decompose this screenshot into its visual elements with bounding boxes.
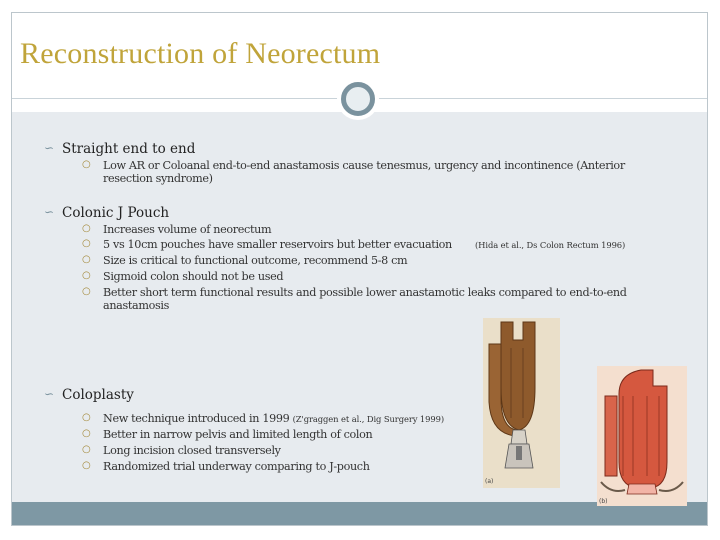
section-heading-label: Colonic J Pouch [62, 205, 170, 221]
citation: (Z'graggen et al., Dig Surgery 1999) [292, 414, 444, 424]
figure-caption: (a) [485, 478, 494, 485]
hollow-circle-icon: ○ [82, 159, 91, 170]
list-item: ○ Long incision closed transversely [82, 444, 281, 457]
section-heading-straight [44, 141, 196, 157]
hollow-circle-icon: ○ [82, 444, 91, 455]
hollow-circle-icon: ○ [82, 223, 91, 234]
hollow-circle-icon: ○ [82, 238, 91, 249]
hollow-circle-icon: ○ [82, 460, 91, 471]
list-item: ○ Size is critical to functional outcome, recommend 5-8 cm [82, 254, 408, 267]
list-item: ○ 5 vs 10cm pouches have smaller reservoirs but better evacuation (Hida et al., Ds Colon Rectum 1996) [82, 238, 626, 251]
curved-dash-icon: ∽ [44, 205, 55, 219]
figure-caption: (b) [599, 498, 608, 505]
list-item: ○ Better short term functional results and possible lower anastamotic leaks compared to end-to-end anastamosis [82, 286, 627, 312]
list-item: ○ New technique introduced in 1999 (Z'graggen et al., Dig Surgery 1999) [82, 412, 444, 425]
coloplasty-illustration [597, 366, 687, 506]
section-heading-jpouch [44, 205, 170, 221]
list-item: ○ Sigmoid colon should not be used [82, 270, 284, 283]
curved-dash-icon: ∽ [44, 141, 55, 155]
list-item: ○ Increases volume of neorectum [82, 223, 272, 236]
hollow-circle-icon: ○ [82, 254, 91, 265]
hollow-circle-icon: ○ [82, 286, 91, 297]
list-item: ○ Low AR or Coloanal end-to-end anastamosis cause tenesmus, urgency and incontinence (Anterior resection syndrome) [82, 159, 625, 185]
j-pouch-drawing [483, 318, 560, 488]
coloplasty-drawing [597, 366, 687, 506]
section-heading-label: Coloplasty [62, 387, 134, 403]
citation: (Hida et al., Ds Colon Rectum 1996) [475, 240, 626, 250]
curved-dash-icon: ∽ [44, 387, 55, 401]
j-pouch-illustration [483, 318, 560, 488]
list-item: ○ Randomized trial underway comparing to J-pouch [82, 460, 370, 473]
divider-circle-icon [337, 78, 379, 120]
section-heading-label: Straight end to end [62, 141, 196, 157]
section-heading-coloplasty [44, 387, 134, 403]
hollow-circle-icon: ○ [82, 270, 91, 281]
list-item: ○ Better in narrow pelvis and limited length of colon [82, 428, 373, 441]
slide-title: Reconstruction of Neorectum [20, 37, 381, 70]
hollow-circle-icon: ○ [82, 412, 91, 423]
hollow-circle-icon: ○ [82, 428, 91, 439]
